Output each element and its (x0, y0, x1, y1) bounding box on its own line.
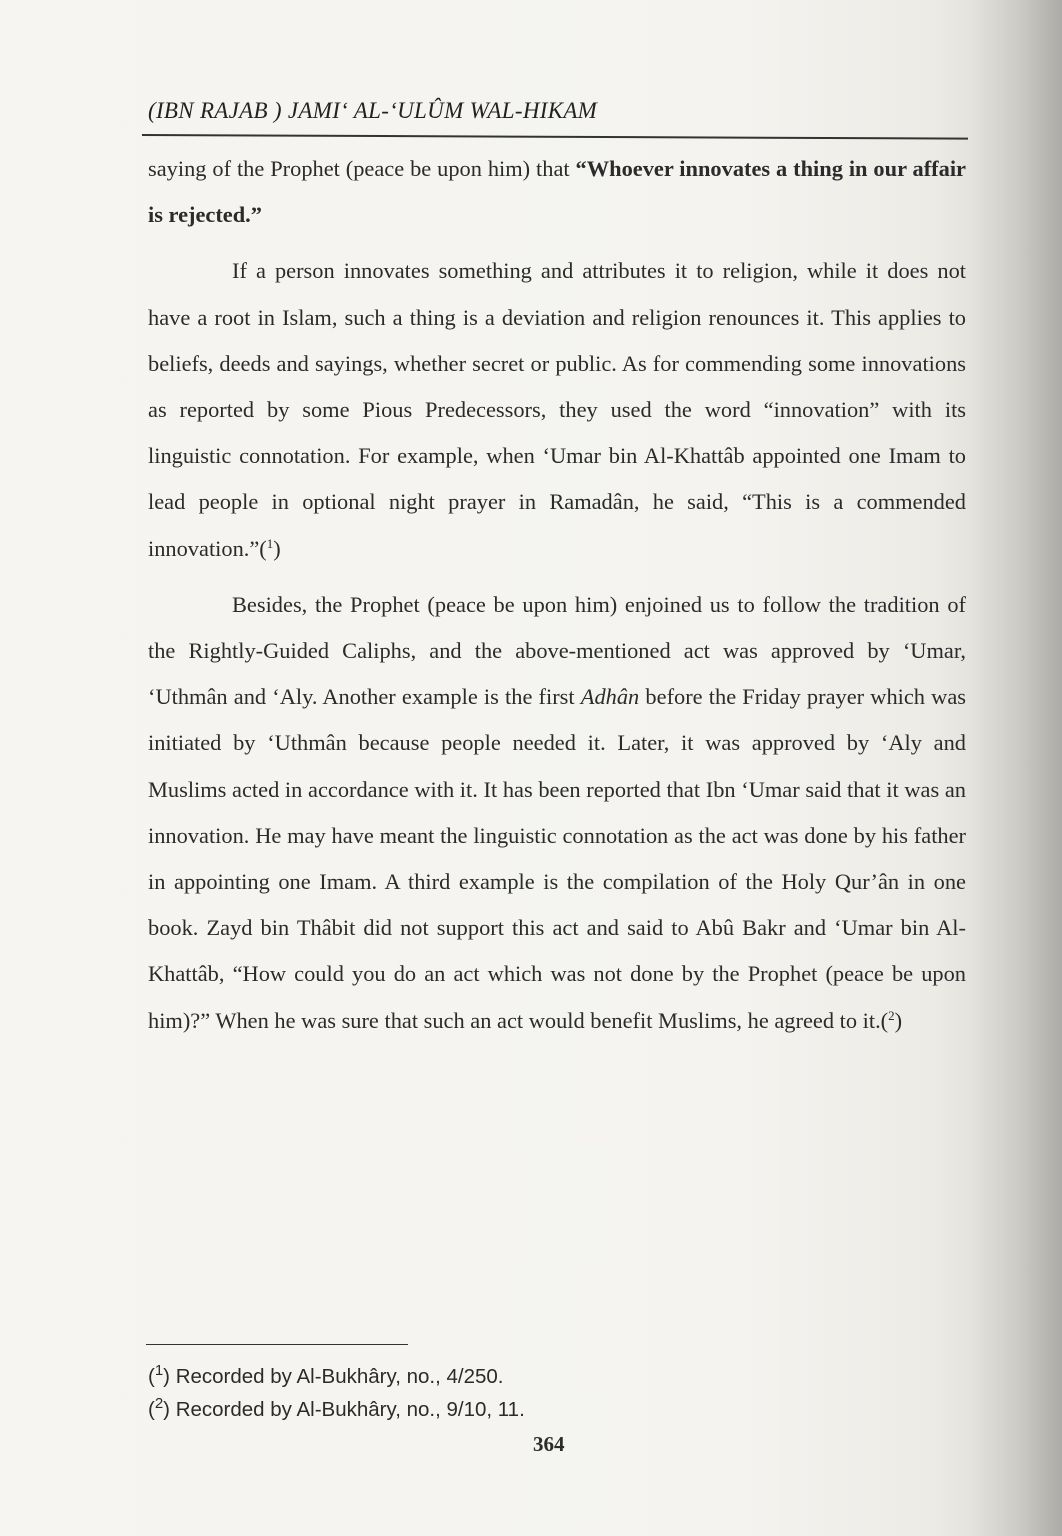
footnote-2-open: ( (148, 1398, 155, 1421)
paragraph-2-close: ) (273, 535, 281, 561)
running-head: (IBN RAJAB ) JAMI‘ AL-‘ULÛM WAL-HIKAM (148, 98, 598, 123)
paragraph-3-close: ) (894, 1007, 903, 1033)
footnote-2-close: ) (163, 1398, 170, 1421)
footnote-2-text: Recorded by Al-Bukhâry, no., 9/10, 11. (170, 1398, 525, 1421)
footnote-1-close: ) (163, 1365, 170, 1388)
footnote-2-mark: 2 (154, 1395, 164, 1412)
footnote-ref-2[interactable]: 2 (888, 1007, 895, 1023)
footnotes (148, 1360, 848, 1426)
footnote-ref-1[interactable]: 1 (266, 535, 274, 551)
footnote-1-text: Recorded by Al-Bukhâry, no., 4/250. (170, 1365, 504, 1388)
footnote-rule (146, 1344, 408, 1345)
footnote-1-open: ( (148, 1365, 155, 1388)
body-text (148, 146, 966, 1044)
paragraph-3 (148, 582, 966, 1044)
paragraph-1-text: saying of the Prophet (peace be upon him) that (148, 156, 576, 181)
paragraph-1 (148, 146, 966, 238)
hadith-quote: “Whoever innovates a thing in our affair is rejected.” (148, 156, 966, 228)
footnote-1-mark: 1 (154, 1362, 164, 1379)
adhan-term: Adhân (580, 684, 640, 710)
header-rule (142, 134, 968, 140)
paragraph-2 (148, 248, 966, 571)
paragraph-3-text-a: Besides, the Prophet (peace be upon him) enjoined us to follow the tradition of the Rightly-Guided Caliphs, and the above-mentioned act was approved by ‘Umar, ‘Uthmân and ‘Aly. Another example is the first (148, 591, 966, 710)
spine-shadow (972, 0, 1062, 1536)
paragraph-2-text: If a person innovates something and attributes it to religion, while it does not have a root in Islam, such a thing is a deviation and religion renounces it. This applies to beliefs, deeds and sayings, whether secret or public. As for commending some innovations as reported by some Pious Predecessors, they used the word “innovation” with its linguistic connotation. For example, when ‘Umar bin Al-Khattâb appointed one Imam to lead people in optional night prayer in Ramadân, he said, “This is a commended innovation.”( (148, 258, 966, 561)
footnote-1 (148, 1360, 848, 1393)
paragraph-3-text-b: before the Friday prayer which was initiated by ‘Uthmân because people needed it. Later, it was approved by ‘Aly and Muslims acted in accordance with it. It has been reported that Ibn ‘Umar said that it was an innovation. He may have meant the linguistic connotation as the act was done by his father in appointing one Imam. A third example is the compilation of the Holy Qur’ân in one book. Zayd bin Thâbit did not support this act and said to Abû Bakr and ‘Umar bin Al-Khattâb, “How could you do an act which was not done by the Prophet (peace be upon him)?” When he was sure that such an act would benefit Muslims, he agreed to it.( (148, 684, 966, 1033)
page-number: 364 (533, 1432, 565, 1456)
footnote-2 (148, 1393, 848, 1426)
